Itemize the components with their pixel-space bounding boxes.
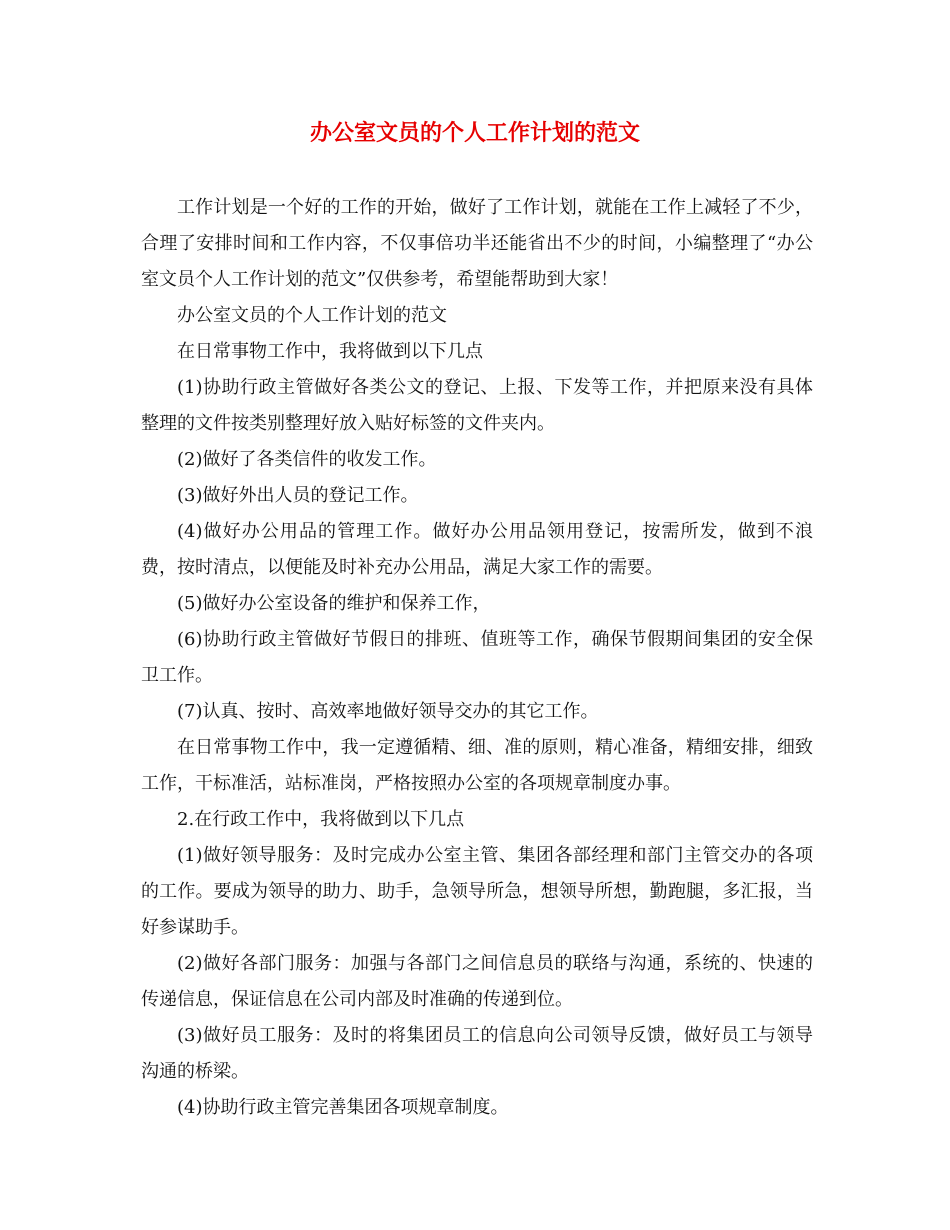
paragraph-summary: 在日常事物工作中，我一定遵循精、细、准的原则，精心准备，精细安排，细致工作，干标准活，站标准岗，严格按照办公室的各项规章制度办事。	[141, 737, 813, 794]
paragraph-intro: 工作计划是一个好的工作的开始，做好了工作计划，就能在工作上减轻了不少，合理了安排时间和工作内容，不仅事倍功半还能省出不少的时间，小编整理了“办公室文员个人工作计划的范文”仅供参考，希望能帮助到大家！	[141, 197, 813, 290]
document-title: 办公室文员的个人工作计划的范文	[309, 120, 640, 146]
paragraph-item: (4)协助行政主管完善集团各项规章制度。	[177, 1097, 509, 1118]
paragraph-heading: 办公室文员的个人工作计划的范文	[177, 305, 447, 326]
paragraph-item: (6)协助行政主管做好节假日的排班、值班等工作，确保节假期间集团的安全保卫工作。	[141, 629, 813, 686]
paragraph-item: (1)做好领导服务：及时完成办公室主管、集团各部经理和部门主管交办的各项的工作。要成为领导的助力、助手，急领导所急，想领导所想，勤跑腿，多汇报，当好参谋助手。	[141, 845, 813, 938]
paragraph-item: (5)做好办公室设备的维护和保养工作，	[177, 593, 491, 614]
paragraph-section-daily: 在日常事物工作中，我将做到以下几点	[177, 341, 483, 362]
paragraph-item: (7)认真、按时、高效率地做好领导交办的其它工作。	[177, 701, 599, 722]
paragraph-item: (3)做好外出人员的登记工作。	[177, 485, 419, 506]
document-body	[141, 190, 813, 1126]
paragraph-item: (2)做好各部门服务：加强与各部门之间信息员的联络与沟通，系统的、快速的传递信息，保证信息在公司内部及时准确的传递到位。	[141, 953, 813, 1010]
paragraph-item: (2)做好了各类信件的收发工作。	[177, 449, 437, 470]
paragraph-item: (1)协助行政主管做好各类公文的登记、上报、下发等工作，并把原来没有具体整理的文件按类别整理好放入贴好标签的文件夹内。	[141, 377, 813, 434]
paragraph-section-admin: 2.在行政工作中，我将做到以下几点	[177, 809, 465, 830]
paragraph-item: (3)做好员工服务：及时的将集团员工的信息向公司领导反馈，做好员工与领导沟通的桥梁。	[141, 1025, 813, 1082]
paragraph-item: (4)做好办公用品的管理工作。做好办公用品领用登记，按需所发，做到不浪费，按时清点，以便能及时补充办公用品，满足大家工作的需要。	[141, 521, 813, 578]
